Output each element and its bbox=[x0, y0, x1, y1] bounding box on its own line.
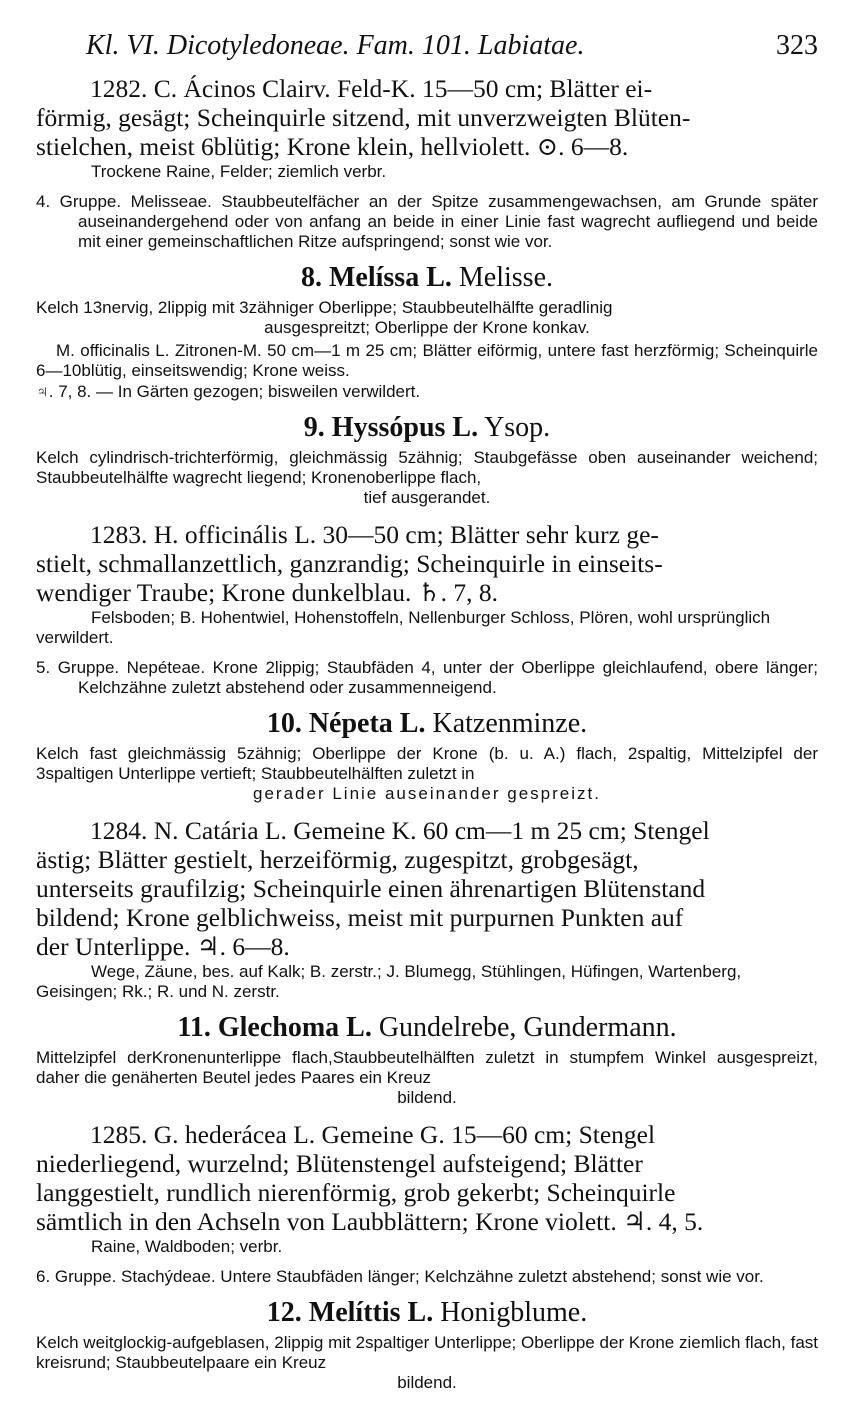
desc-line: ausgespreitzt; Oberlippe der Krone konkav. bbox=[264, 318, 590, 337]
genus-name: 11. Glechoma L. bbox=[177, 1012, 372, 1043]
group-heading-5: 5. Gruppe. Nepéteae. Krone 2lippig; Staubfäden 4, unter der Oberlippe gleichlaufend, obere länger; Kelchzähne zuletzt abstehend oder zusammenneigend. bbox=[36, 658, 818, 697]
genus-description bbox=[36, 298, 818, 338]
genus-name: 9. Hyssópus L. bbox=[303, 412, 479, 443]
genus-name: 12. Melíttis L. bbox=[266, 1297, 434, 1328]
desc-line: Mittelzipfel derKronenunterlippe flach,Staubbeutelhälften zuletzt in stumpfem Winkel ausgespreizt, daher die genäherten Beutel jedes Paares ein Kreuz bbox=[36, 1048, 818, 1087]
desc-line: Kelch 13nervig, 2lippig mit 3zähniger Oberlippe; Staubbeutelhälfte geradlinig bbox=[36, 298, 613, 317]
book-page bbox=[36, 30, 818, 1393]
species-melissa-officinalis: M. officinalis L. Zitronen-M. 50 cm—1 m 25 cm; Blätter eiförmig, untere fast herzförmig; Scheinquirle 6—10blütig, einseitswendig; Krone weiss. bbox=[36, 341, 818, 380]
desc-line: Kelch fast gleichmässig 5zähnig; Oberlippe der Krone (b. u. A.) flach, 2spaltig, Mittelzipfel der 3spaltigen Unterlippe vertieft; Staubbeutelhälften zuletzt in bbox=[36, 744, 818, 783]
desc-line: bildend. bbox=[397, 1373, 457, 1392]
species-line: 1284. N. Catária L. Gemeine K. 60 cm—1 m 25 cm; Stengel bbox=[90, 816, 710, 845]
species-entry-1284 bbox=[36, 816, 818, 961]
species-line: der Unterlippe. ♃. 6—8. bbox=[36, 932, 290, 961]
group-heading-4: 4. Gruppe. Melisseae. Staubbeutelfächer an der Spitze zusammengewachsen, am Grunde später auseinandergehend oder von anfang an beide in einer Linie fast wagrecht aufliegend und beide mit einer gemeinschaftlichen Ritze aufspringend; sonst wie vor. bbox=[36, 192, 818, 251]
species-line: wendiger Traube; Krone dunkelblau. ♄. 7, 8. bbox=[36, 578, 498, 607]
species-line: stielt, schmallanzettlich, ganzrandig; Scheinquirle in einseits- bbox=[36, 549, 663, 578]
genus-heading-8 bbox=[36, 262, 818, 294]
genus-heading-11 bbox=[36, 1012, 818, 1044]
species-line: 1282. C. Ácinos Clairv. Feld-K. 15—50 cm; Blätter ei- bbox=[90, 74, 653, 103]
desc-line: gerader Linie auseinander gespreizt. bbox=[253, 784, 601, 803]
species-line: förmig, gesägt; Scheinquirle sitzend, mit unverzweigten Blüten- bbox=[36, 103, 691, 132]
page-number: 323 bbox=[776, 30, 818, 61]
running-title: Kl. VI. Dicotyledoneae. Fam. 101. Labiatae. bbox=[86, 30, 585, 61]
genus-common-name: Katzenminze. bbox=[432, 708, 588, 739]
species-entry-1285 bbox=[36, 1120, 818, 1236]
habitat-text: Wege, Zäune, bes. auf Kalk; B. zerstr.; J. Blumegg, Stühlingen, Hüfingen, Wartenberg, Geisingen; Rk.; R. und N. zerstr. bbox=[36, 962, 742, 1001]
genus-name: 8. Melíssa L. bbox=[301, 262, 452, 293]
habitat-text: Trockene Raine, Felder; ziemlich verbr. bbox=[91, 162, 387, 181]
group-heading-6: 6. Gruppe. Stachýdeae. Untere Staubfäden länger; Kelchzähne zuletzt abstehend; sonst wie vor. bbox=[36, 1267, 764, 1286]
genus-heading-10 bbox=[36, 708, 818, 740]
genus-name: 10. Népeta L. bbox=[266, 708, 426, 739]
desc-line: Kelch cylindrisch-trichterförmig, gleichmässig 5zähnig; Staubgefässe oben auseinander weichend; Staubbeutelhälfte wagrecht liegend; Kronenoberlippe flach, bbox=[36, 448, 818, 487]
desc-line: Kelch weitglockig-aufgeblasen, 2lippig mit 2spaltiger Unterlippe; Oberlippe der Krone ziemlich flach, fast kreisrund; Staubbeutelpaare ein Kreuz bbox=[36, 1333, 818, 1372]
species-line: langgestielt, rundlich nierenförmig, grob gekerbt; Scheinquirle bbox=[36, 1178, 676, 1207]
genus-common-name: Ysop. bbox=[484, 412, 551, 443]
habitat-text: Felsboden; B. Hohentwiel, Hohenstoffeln, Nellenburger Schloss, Plören, wohl ursprünglich verwildert. bbox=[36, 608, 771, 647]
species-entry-1282 bbox=[36, 74, 818, 161]
species-line: niederliegend, wurzelnd; Blütenstengel aufsteigend; Blätter bbox=[36, 1149, 643, 1178]
species-line: 1285. G. hederácea L. Gemeine G. 15—60 cm; Stengel bbox=[90, 1120, 656, 1149]
species-line: bildend; Krone gelblichweiss, meist mit purpurnen Punkten auf bbox=[36, 903, 684, 932]
species-entry-1283 bbox=[36, 520, 818, 607]
species-line: sämtlich in den Achseln von Laubblättern; Krone violett. ♃. 4, 5. bbox=[36, 1207, 704, 1236]
species-line: 1283. H. officinális L. 30—50 cm; Blätter sehr kurz ge- bbox=[90, 520, 659, 549]
genus-description bbox=[36, 744, 818, 804]
habitat-text: Raine, Waldboden; verbr. bbox=[91, 1237, 283, 1256]
species-line: unterseits graufilzig; Scheinquirle einen ährenartigen Blütenstand bbox=[36, 874, 706, 903]
species-line: ästig; Blätter gestielt, herzeiförmig, zugespitzt, grobgesägt, bbox=[36, 845, 639, 874]
flowering-note: ♃. 7, 8. — In Gärten gezogen; bisweilen verwildert. bbox=[36, 382, 421, 401]
desc-line: bildend. bbox=[397, 1088, 457, 1107]
genus-common-name: Gundelrebe, Gundermann. bbox=[378, 1012, 677, 1043]
genus-description bbox=[36, 1048, 818, 1108]
genus-heading-12 bbox=[36, 1297, 818, 1329]
genus-heading-9 bbox=[36, 412, 818, 444]
genus-common-name: Melisse. bbox=[458, 262, 553, 293]
genus-description bbox=[36, 1333, 818, 1393]
species-line: stielchen, meist 6blütig; Krone klein, hellviolett. ⊙. 6—8. bbox=[36, 132, 629, 161]
desc-line: tief ausgerandet. bbox=[363, 488, 491, 507]
genus-common-name: Honigblume. bbox=[440, 1297, 588, 1328]
genus-description bbox=[36, 448, 818, 508]
running-header bbox=[36, 30, 818, 62]
